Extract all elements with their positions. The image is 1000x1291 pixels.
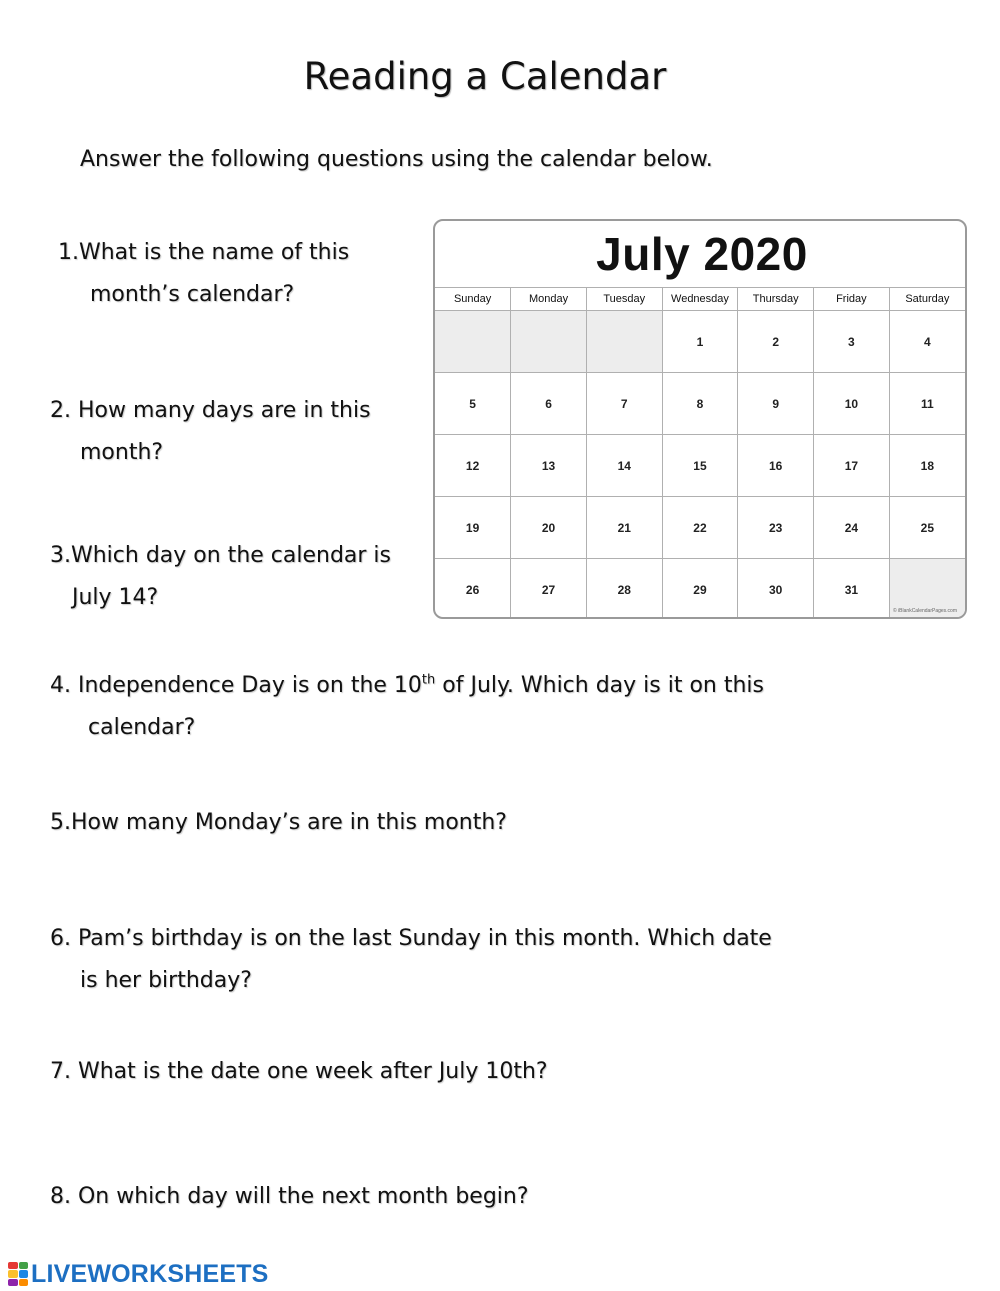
logo-block [8, 1262, 18, 1269]
day-header-monday: Monday [511, 288, 587, 311]
calendar-header-row [435, 288, 965, 311]
calendar-date-cell: 6 [511, 373, 587, 435]
instructions-text: Answer the following questions using the calendar below. [80, 147, 713, 172]
calendar-week-row [435, 497, 965, 559]
calendar-date-cell: 26 [435, 559, 511, 620]
logo-block [8, 1279, 18, 1286]
question-5-line-1: 5.How many Monday’s are in this month? [50, 810, 507, 835]
calendar-week-row [435, 311, 965, 373]
question-6 [50, 918, 772, 1002]
question-2 [50, 390, 371, 474]
calendar-empty-cell [586, 311, 662, 373]
question-4 [50, 665, 764, 749]
question-2-line-2: month? [80, 440, 164, 465]
calendar-date-cell: 20 [511, 497, 587, 559]
calendar-date-cell: 19 [435, 497, 511, 559]
calendar-date-cell: 30 [738, 559, 814, 620]
calendar-date-cell: 15 [662, 435, 738, 497]
question-7 [50, 1051, 548, 1093]
question-1-line-2: month’s calendar? [90, 282, 295, 307]
question-8-line-1: 8. On which day will the next month begin? [50, 1184, 529, 1209]
day-header-wednesday: Wednesday [662, 288, 738, 311]
calendar-date-cell: 13 [511, 435, 587, 497]
calendar-credit: © iBlankCalendarPages.com [893, 608, 957, 614]
calendar-date-cell: 10 [814, 373, 890, 435]
calendar-date-cell: 21 [586, 497, 662, 559]
question-4-line-1 [50, 673, 764, 698]
question-3 [50, 535, 391, 619]
calendar-date-cell: 22 [662, 497, 738, 559]
day-header-tuesday: Tuesday [586, 288, 662, 311]
question-4-line-2: calendar? [88, 715, 196, 740]
calendar-date-cell: 8 [662, 373, 738, 435]
calendar-date-cell: 23 [738, 497, 814, 559]
day-header-saturday: Saturday [889, 288, 965, 311]
calendar-week-row [435, 435, 965, 497]
logo-block [19, 1270, 29, 1277]
worksheet-title: Reading a Calendar [303, 55, 667, 98]
calendar-date-cell: 24 [814, 497, 890, 559]
calendar-date-cell: 14 [586, 435, 662, 497]
liveworksheets-logo-icon [8, 1262, 28, 1286]
calendar-empty-cell [435, 311, 511, 373]
calendar-date-cell: 1 [662, 311, 738, 373]
question-3-line-1: 3.Which day on the calendar is [50, 543, 392, 568]
question-6-line-1: 6. Pam’s birthday is on the last Sunday in this month. Which date [50, 926, 772, 951]
calendar-date-cell: 3 [814, 311, 890, 373]
question-7-line-1: 7. What is the date one week after July 10th? [50, 1059, 548, 1084]
calendar-date-cell: 12 [435, 435, 511, 497]
day-header-thursday: Thursday [738, 288, 814, 311]
calendar-empty-cell [511, 311, 587, 373]
calendar-date-cell: 17 [814, 435, 890, 497]
calendar [433, 219, 967, 619]
logo-block [19, 1279, 29, 1286]
calendar-title: July 2020 [596, 228, 808, 280]
calendar-date-cell: 7 [586, 373, 662, 435]
calendar-date-cell: 27 [511, 559, 587, 620]
question-5 [50, 802, 507, 844]
question-8 [50, 1176, 529, 1218]
logo-text: LIVEWORKSHEETS [31, 1259, 269, 1288]
question-4-superscript: th [421, 672, 436, 688]
calendar-date-cell: 11 [889, 373, 965, 435]
question-4-text-b: of July. Which day is it on this [435, 673, 765, 698]
question-1-line-1: 1.What is the name of this [58, 240, 350, 265]
calendar-date-cell: 2 [738, 311, 814, 373]
calendar-week-row [435, 559, 965, 620]
day-header-friday: Friday [814, 288, 890, 311]
calendar-date-cell: 4 [889, 311, 965, 373]
calendar-date-cell: 28 [586, 559, 662, 620]
logo-block [19, 1262, 29, 1269]
day-header-sunday: Sunday [435, 288, 511, 311]
calendar-grid [435, 287, 965, 619]
logo-block [8, 1270, 18, 1277]
calendar-week-row [435, 373, 965, 435]
calendar-date-cell: 5 [435, 373, 511, 435]
question-2-line-1: 2. How many days are in this [50, 398, 371, 423]
question-3-line-2: July 14? [72, 585, 159, 610]
calendar-date-cell: 25 [889, 497, 965, 559]
question-1 [58, 232, 349, 316]
calendar-date-cell: 18 [889, 435, 965, 497]
calendar-date-cell: 31 [814, 559, 890, 620]
calendar-date-cell: 9 [738, 373, 814, 435]
calendar-date-cell: 16 [738, 435, 814, 497]
calendar-date-cell: 29 [662, 559, 738, 620]
question-6-line-2: is her birthday? [80, 968, 252, 993]
question-4-text-a: 4. Independence Day is on the 10 [50, 673, 422, 698]
liveworksheets-logo[interactable] [8, 1260, 269, 1288]
